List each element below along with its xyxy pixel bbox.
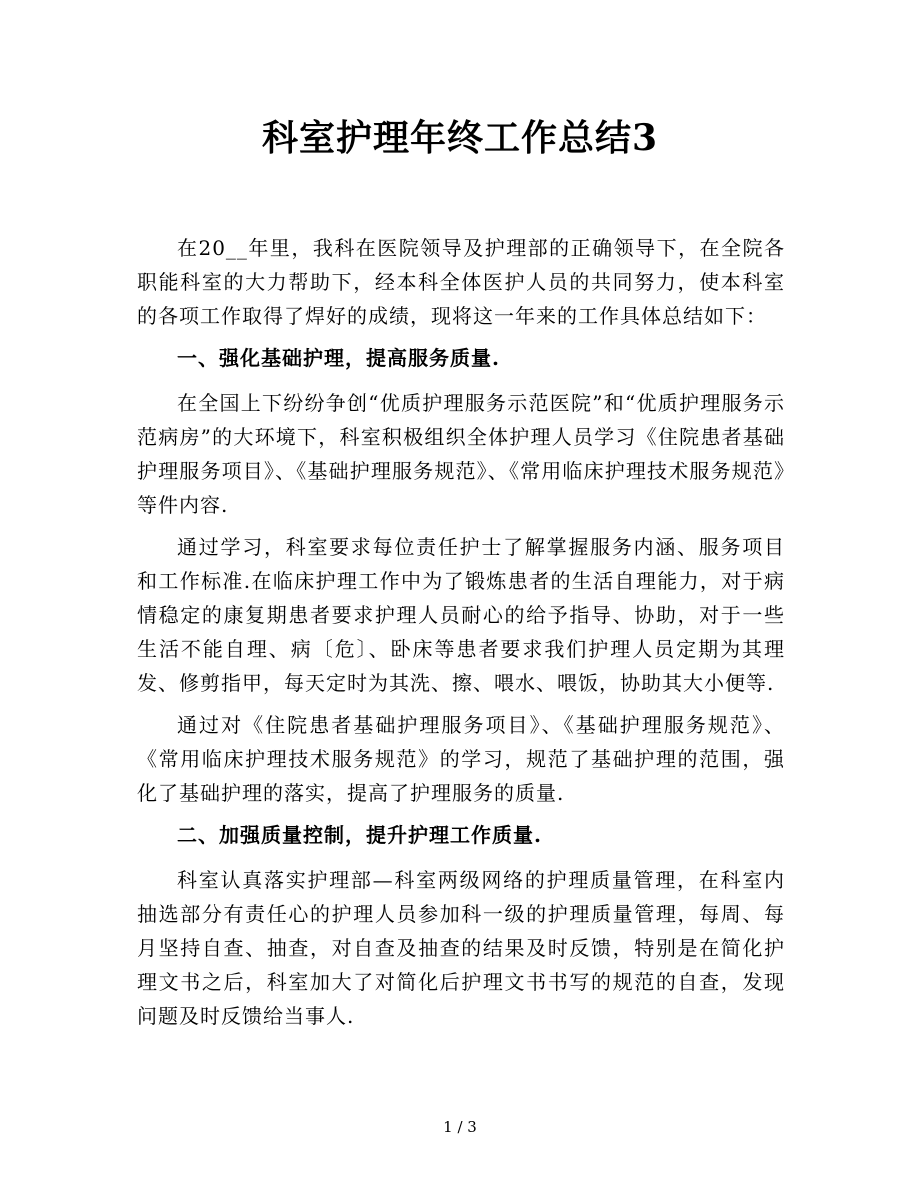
intro-paragraph: 在20__年里，我科在医院领导及护理部的正确领导下，在全院各职能科室的大力帮助下，经本科全体医护人员的共同努力，使本科室的各项工作取得了焊好的成绩，现将这一年来的工作具体总结如下：: [137, 236, 785, 328]
document-body: [137, 231, 785, 1041]
section-heading-2: 二、加强质量控制，提升护理工作质量.: [177, 823, 542, 847]
body-paragraph: 科室认真落实护理部—科室两级网络的护理质量管理，在科室内抽选部分有责任心的护理人员参加科一级的护理质量管理，每周、每月坚持自查、抽查，对自查及抽查的结果及时反馈，特别是在简化护理文书之后，科室加大了对简化后护理文书书写的规范的自查，发现问题及时反馈给当事人.: [137, 868, 785, 1028]
section-heading-1: 一、强化基础护理，提高服务质量.: [177, 346, 500, 370]
body-paragraph: 在全国上下纷纷争创“优质护理服务示范医院”和“优质护理服务示范病房”的大环境下，科室积极组织全体护理人员学习《住院患者基础护理服务项目》、《基础护理服务规范》、《常用临床护理技术服务规范》等件内容.: [137, 391, 785, 517]
page-number: 1 / 3: [443, 1118, 477, 1136]
body-paragraph: 通过对《住院患者基础护理服务项目》、《基础护理服务规范》、《常用临床护理技术服务规范》的学习，规范了基础护理的范围，强化了基础护理的落实，提高了护理服务的质量.: [137, 713, 785, 805]
body-paragraph: 通过学习，科室要求每位责任护士了解掌握服务内涵、服务项目和工作标准.在临床护理工作中为了锻炼患者的生活自理能力，对于病情稳定的康复期患者要求护理人员耐心的给予指导、协助，对于一些生活不能自理、病〔危〕、卧床等患者要求我们护理人员定期为其理发、修剪指甲，每天定时为其洗、擦、喂水、喂饭，协助其大小便等.: [137, 535, 785, 695]
document-title: 科室护理年终工作总结3: [261, 117, 659, 159]
